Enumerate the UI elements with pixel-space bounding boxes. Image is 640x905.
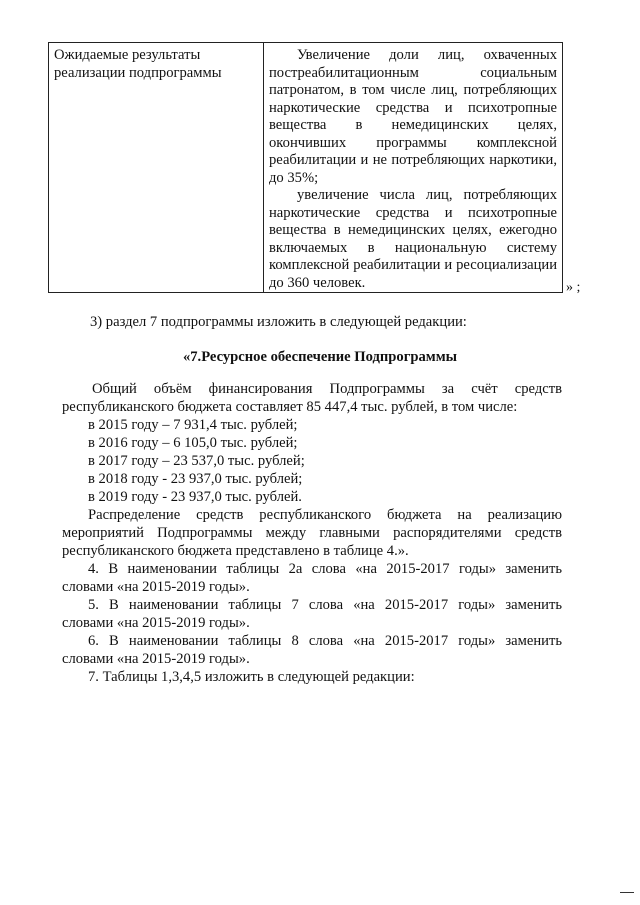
funding-year-2016: в 2016 году – 6 105,0 тыс. рублей; [88, 435, 298, 451]
section-title: «7.Ресурсное обеспечение Подпрограммы [182, 349, 458, 365]
funding-year-2018: в 2018 году - 23 937,0 тыс. рублей; [88, 471, 303, 487]
table-right-cell [264, 43, 563, 293]
distribution-line-2: мероприятий Подпрограммы между главными распорядителями средств [62, 525, 562, 541]
funding-line-2: республиканского бюджета составляет 85 447,4 тыс. рублей, в том числе: [62, 399, 518, 415]
table-row [49, 43, 563, 293]
item-7-text: 7. Таблицы 1,3,4,5 изложить в следующей редакции: [88, 669, 415, 685]
distribution-line-1: Распределение средств республиканского бюджета на реализацию [88, 507, 562, 523]
funding-year-2015: в 2015 году – 7 931,4 тыс. рублей; [88, 417, 298, 433]
item-6-line-1: 6. В наименовании таблицы 8 слова «на 2015-2017 годы» заменить [88, 633, 562, 649]
distribution-line-3: республиканского бюджета представлено в таблице 4.». [62, 543, 409, 559]
page-edge-mark [620, 892, 634, 893]
item-6-line-2: словами «на 2015-2019 годы». [62, 651, 250, 667]
table-left-cell: Ожидаемые результаты реализации подпрограммы [49, 43, 264, 293]
funding-line-1: Общий объём финансирования Подпрограммы за счёт средств [92, 381, 562, 397]
item-5-line-2: словами «на 2015-2019 годы». [62, 615, 250, 631]
item-4-line-1: 4. В наименовании таблицы 2а слова «на 2015-2017 годы» заменить [88, 561, 562, 577]
item-3-text: 3) раздел 7 подпрограммы изложить в следующей редакции: [90, 314, 467, 330]
expected-results-table [48, 42, 563, 293]
funding-year-2019: в 2019 году - 23 937,0 тыс. рублей. [88, 489, 302, 505]
item-5-line-1: 5. В наименовании таблицы 7 слова «на 2015-2017 годы» заменить [88, 597, 562, 613]
item-4-line-2: словами «на 2015-2019 годы». [62, 579, 250, 595]
result-paragraph-2: увеличение числа лиц, потребляющих наркотические средства и психотропные вещества в немедицинских целях, ежегодно включаемых в национальную систему комплексной реабилитации и ресоциализации до 360 человек. [269, 187, 557, 291]
funding-year-2017: в 2017 году – 23 537,0 тыс. рублей; [88, 453, 305, 469]
closing-quote-mark: » ; [566, 280, 581, 295]
result-paragraph-1: Увеличение доли лиц, охваченных постреабилитационным социальным патронатом, в том числе лиц, потребляющих наркотические средства и психотропные вещества в немедицинских целях, окончивших программы комплексной реабилитации и не потребляющих наркотики, до 35%; [269, 47, 557, 186]
